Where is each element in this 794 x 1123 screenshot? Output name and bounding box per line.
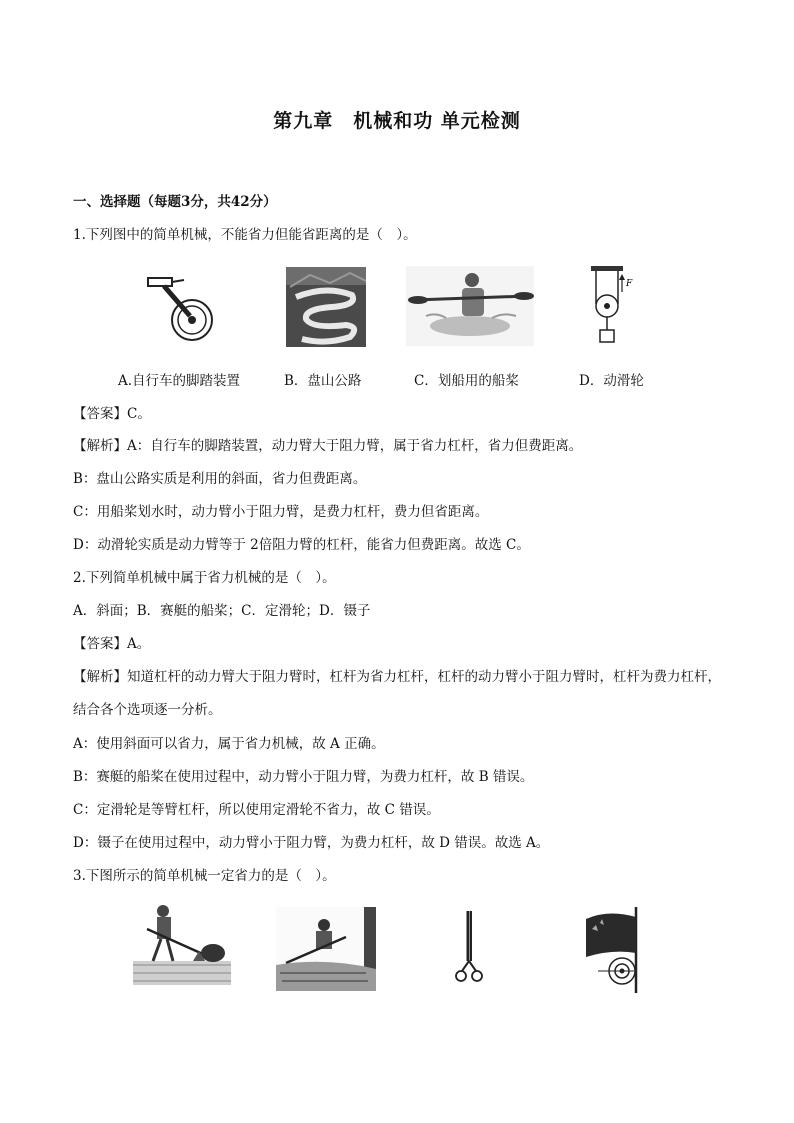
mountain-road-photo	[286, 267, 366, 347]
movable-pulley-figure	[586, 264, 636, 348]
question-2-stem: 2.下列简单机械中属于省力机械的是（ ）。	[73, 570, 336, 586]
q1-option-b: B．盘山公路	[284, 373, 362, 389]
bicycle-pedal-figure	[142, 268, 222, 348]
question-1-stem: 1.下列图中的简单机械，不能省力但能省距离的是（ ）。	[73, 227, 417, 243]
section-heading: 一、选择题（每题3分，共42分）	[73, 194, 277, 210]
q2-answer: 【答案】A。	[73, 636, 151, 652]
q2-analysis-b: B：赛艇的船桨在使用过程中，动力臂小于阻力臂，为费力杠杆，故 B 错误。	[73, 769, 534, 785]
page-title: 第九章 机械和功 单元检测	[273, 110, 521, 132]
q1-option-d: D．动滑轮	[579, 373, 644, 389]
q1-analysis-c: C：用船桨划水时，动力臂小于阻力臂，是费力杠杆，费力但省距离。	[73, 504, 489, 520]
rowing-paddle-photo	[406, 266, 534, 346]
crowbar-figure	[133, 903, 231, 987]
q2-analysis-intro: 【解析】知道杠杆的动力臂大于阻力臂时，杠杆为省力杠杆，杠杆的动力臂小于阻力臂时，杠杆为费力杠杆，结合各个选项逐一分析。	[73, 669, 721, 718]
q1-option-c: C．划船用的船桨	[414, 373, 519, 389]
q2-analysis-a: A：使用斜面可以省力，属于省力机械，故 A 正确。	[73, 736, 385, 752]
rowing-boat-figure	[276, 907, 376, 991]
q2-options: A．斜面；B．赛艇的船桨；C．定滑轮；D．镊子	[73, 603, 371, 619]
q1-option-a: A.自行车的脚踏装置	[118, 373, 241, 389]
q1-analysis-b: B：盘山公路实质是利用的斜面，省力但费距离。	[73, 471, 367, 487]
scissors-figure	[454, 909, 484, 985]
q2-analysis-d: D：镊子在使用过程中，动力臂小于阻力臂，为费力杠杆，故 D 错误。故选 A。	[73, 835, 550, 851]
pulley-force-label: F	[626, 279, 633, 289]
question-3-stem: 3.下图所示的简单机械一定省力的是（ ）。	[73, 868, 336, 884]
q1-answer: 【答案】C。	[73, 406, 151, 422]
q2-analysis-c: C：定滑轮是等臂杠杆，所以使用定滑轮不省力，故 C 错误。	[73, 802, 440, 818]
q1-analysis-d: D：动滑轮实质是动力臂等于 2倍阻力臂的杠杆，能省力但费距离。故选 C。	[73, 537, 530, 553]
flag-pulley-figure	[578, 905, 648, 993]
q1-analysis-a: 【解析】A：自行车的脚踏装置，动力臂大于阻力臂，属于省力杠杆，省力但费距离。	[73, 438, 583, 454]
